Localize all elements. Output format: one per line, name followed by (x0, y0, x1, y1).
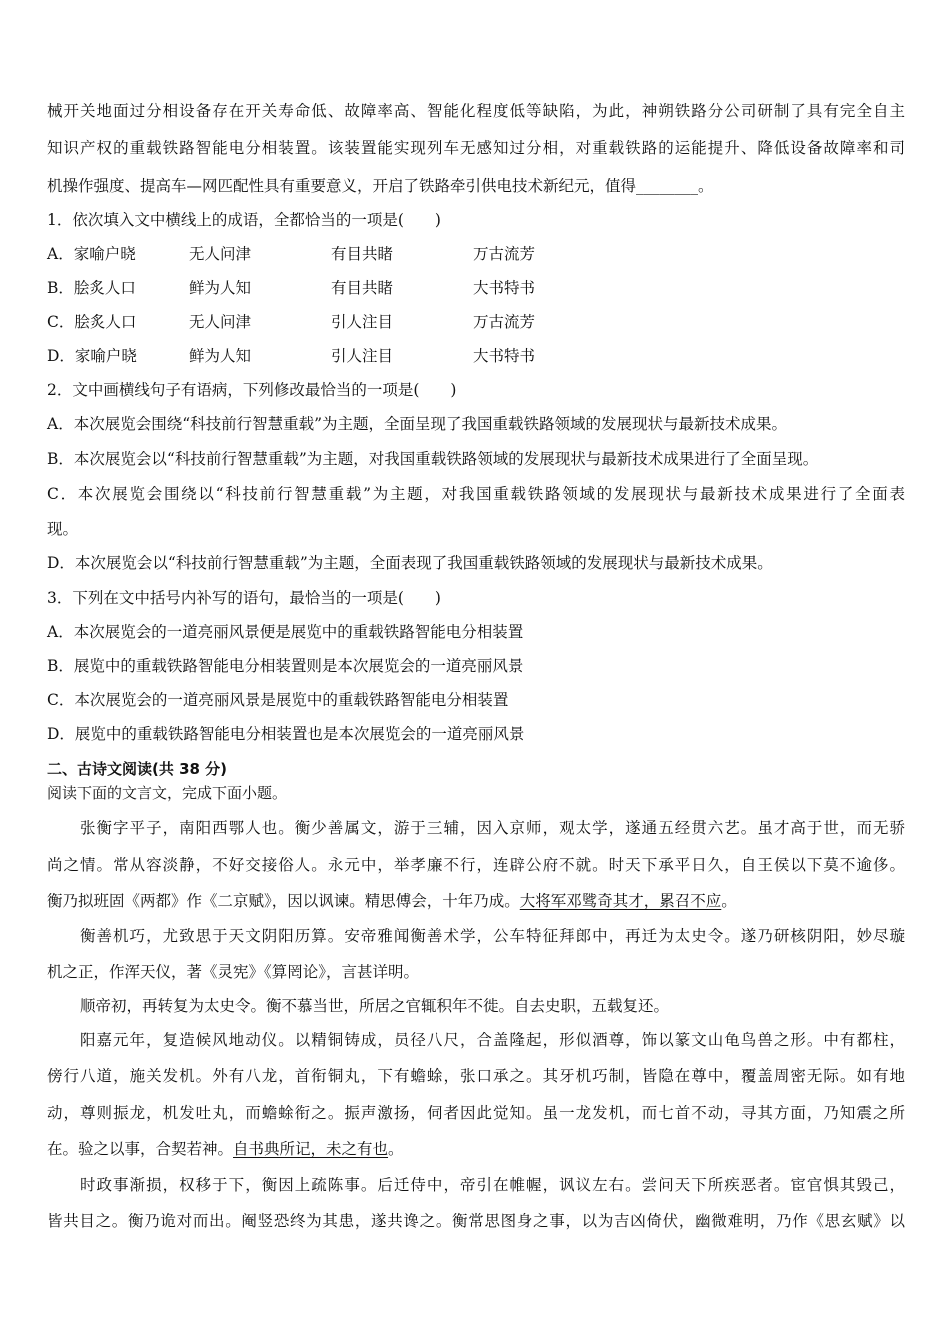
passage-text: 。 (388, 1140, 404, 1158)
q3-option-a: A．本次展览会的一道亮丽风景便是展览中的重载铁路智能电分相装置 (47, 623, 524, 641)
option-label: C．脍炙人口 (47, 313, 137, 331)
q2-option-c-line-1: C．本次展览会围绕以“科技前行智慧重载”为主题，对我国重载铁路领域的发展现状与最新技术成果进行了全面表 (47, 485, 905, 503)
q2-option-b: B．本次展览会以“科技前行智慧重载”为主题，对我国重载铁路领域的发展现状与最新技术成果进行了全面呈现。 (47, 450, 819, 468)
intro-line-2: 知识产权的重载铁路智能电分相装置。该装置能实现列车无感知过分相，对重载铁路的运能提升、降低设备故障率和司 (47, 139, 905, 157)
passage-p4-line-2: 傍行八道，施关发机。外有八龙，首衔铜丸，下有蟾蜍，张口承之。其牙机巧制，皆隐在尊中，覆盖周密无际。如有地 (47, 1067, 905, 1085)
passage-p4-line-4 (47, 1139, 404, 1159)
option-idiom: 无人问津 (189, 313, 252, 331)
q1-option-b (47, 278, 535, 298)
passage-text: 衡乃拟班固《两都》作《二京赋》，因以讽谏。精思傅会，十年乃成。 (47, 892, 520, 910)
option-idiom: 引人注目 (331, 313, 394, 331)
passage-p4-line-1: 阳嘉元年，复造候风地动仪。以精铜铸成，员径八尺，合盖隆起，形似酒尊，饰以篆文山龟鸟兽之形。中有都柱， (80, 1031, 905, 1049)
q3-option-d: D．展览中的重载铁路智能电分相装置也是本次展览会的一道亮丽风景 (47, 725, 525, 743)
q1-option-a (47, 244, 535, 264)
option-idiom: 有目共睹 (331, 245, 394, 263)
option-label: B．脍炙人口 (47, 279, 136, 297)
option-idiom: 鲜为人知 (189, 347, 252, 365)
section-heading: 二、古诗文阅读(共 38 分) (47, 760, 228, 778)
option-idiom: 大书特书 (473, 279, 536, 297)
q2-option-c-line-2: 现。 (47, 520, 79, 538)
passage-p1-line-3 (47, 891, 737, 911)
passage-p4-line-3: 动，尊则振龙，机发吐丸，而蟾蜍衔之。振声激扬，伺者因此觉知。虽一龙发机，而七首不动，寻其方面，乃知震之所 (47, 1104, 905, 1122)
q2-stem: 2．文中画横线句子有语病，下列修改最恰当的一项是( ) (47, 381, 457, 399)
passage-text: 。 (721, 892, 737, 910)
passage-text: 在。验之以事，合契若神。 (47, 1140, 234, 1158)
section-instruction: 阅读下面的文言文，完成下面小题。 (47, 784, 288, 802)
q2-option-a: A．本次展览会围绕“科技前行智慧重载”为主题，全面呈现了我国重载铁路领域的发展现状与最新技术成果。 (47, 415, 788, 433)
q1-stem: 1．依次填入文中横线上的成语，全都恰当的一项是( ) (47, 211, 441, 229)
passage-p3-line-1: 顺帝初，再转复为太史令。衡不慕当世，所居之官辄积年不徙。自去史职，五载复还。 (80, 997, 670, 1015)
option-idiom: 无人问津 (189, 245, 252, 263)
passage-p1-line-1: 张衡字平子，南阳西鄂人也。衡少善属文，游于三辅，因入京师，观太学，遂通五经贯六艺。虽才高于世，而无骄 (80, 819, 905, 837)
q1-option-c (47, 312, 535, 332)
option-idiom: 万古流芳 (473, 313, 536, 331)
underlined-sentence-1: 大将军邓骘奇其才，累召不应 (519, 892, 722, 910)
q2-option-d: D．本次展览会以“科技前行智慧重载”为主题，全面表现了我国重载铁路领域的发展现状与最新技术成果。 (47, 554, 773, 572)
passage-p2-line-1: 衡善机巧，尤致思于天文阴阳历算。安帝雅闻衡善术学，公车特征拜郎中，再迁为太史令。遂乃研核阴阳，妙尽璇 (80, 927, 905, 945)
q3-option-b: B．展览中的重载铁路智能电分相装置则是本次展览会的一道亮丽风景 (47, 657, 524, 675)
option-idiom: 引人注目 (331, 347, 394, 365)
q1-option-d (47, 346, 535, 366)
option-label: A．家喻户晓 (47, 245, 136, 263)
passage-p2-line-2: 机之正，作浑天仪，著《灵宪》《算罔论》，言甚详明。 (47, 963, 420, 981)
option-idiom: 万古流芳 (473, 245, 536, 263)
option-idiom: 鲜为人知 (189, 279, 252, 297)
passage-p5-line-1: 时政事渐损，权移于下，衡因上疏陈事。后迁侍中，帝引在帷幄，讽议左右。尝问天下所疾恶者。宦官惧其毁己， (80, 1176, 905, 1194)
option-idiom: 有目共睹 (331, 279, 394, 297)
option-label: D．家喻户晓 (47, 347, 137, 365)
passage-p1-line-2: 尚之情。常从容淡静，不好交接俗人。永元中，举孝廉不行，连辟公府不就。时天下承平日久，自王侯以下莫不逾侈。 (47, 856, 905, 874)
option-idiom: 大书特书 (473, 347, 536, 365)
passage-p5-line-2: 皆共目之。衡乃诡对而出。阉竖恐终为其患，遂共谗之。衡常思图身之事，以为吉凶倚伏，幽微难明，乃作《思玄赋》以 (47, 1212, 905, 1230)
intro-line-3: 机操作强度、提高车—网匹配性具有重要意义，开启了铁路牵引供电技术新纪元，值得________。 (47, 177, 714, 195)
q3-option-c: C．本次展览会的一道亮丽风景是展览中的重载铁路智能电分相装置 (47, 691, 509, 709)
intro-line-1: 械开关地面过分相设备存在开关寿命低、故障率高、智能化程度低等缺陷，为此，神朔铁路分公司研制了具有完全自主 (47, 102, 905, 120)
q3-stem: 3．下列在文中括号内补写的语句，最恰当的一项是( ) (47, 589, 441, 607)
underlined-sentence-2: 自书典所记，未之有也 (233, 1140, 389, 1158)
